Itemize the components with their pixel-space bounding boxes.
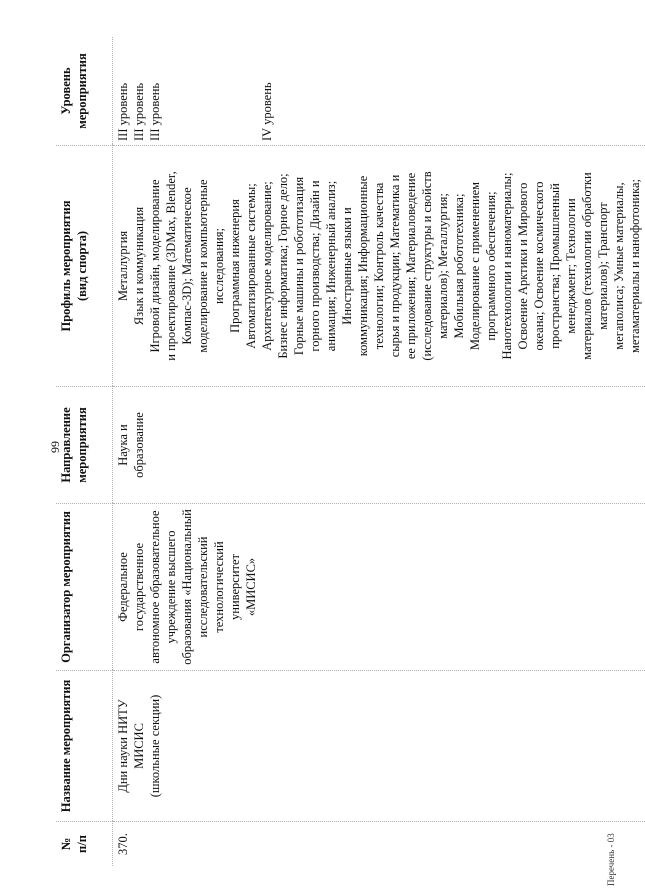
profile-item: Металлургия [116,230,130,302]
row-direction: Наука и образование [113,387,645,504]
profile-item: Игровой дизайн, моделирование и проектирование (3DMax, Blender, Компас-3D); Математическое моделирование и компьютерные исследования; Программная инженерия [148,171,242,361]
profile-item: Язык и коммуникация [132,206,146,326]
row-organizer: Федеральное государственное автономное образовательное учреждение высшего образования «Национальный исследовательский технологический университет «МИСИС» [113,504,645,671]
level-item: III уровень [132,82,146,141]
level-item: III уровень [148,82,162,141]
row-num: 370. [113,822,645,867]
header-profile: Профиль мероприятия (вид спорта) [56,146,113,387]
table-header-row [56,37,113,866]
page-number: 99 [48,441,62,453]
level-item: III уровень [116,82,130,141]
level-item: IV уровень [260,82,274,141]
row-level [113,37,645,146]
profile-list [115,150,643,382]
profile-item: Автоматизированные системы; Архитектурное моделирование; Бизнес информатика; Горное дело; Горные машины и робототизация горного производства; Дизайн и анимация; Инженерный анализ; Иностранные языки и коммуникация; Информационные технологии; Контроль качества сырья и продукции; Математика и ее приложения; Материаловедение (исследование структуры и свойств материалов); Металлургия; Мобильная робототехника; Моделирование с применением программного обеспечения; Нанотехнологии и наноматериалы; Освоение Арктики и Мирового океана; Освоение космического пространства; Промышленный менеджмент; Технологии материалов (технологии обработки материалов); Транспорт мегаполиса; Умные материалы, метаматериалы и нанофотоника; [244,171,642,361]
header-name: Название мероприятия [56,671,113,822]
row-profile [113,146,645,387]
events-table [56,37,645,866]
level-list [115,41,275,141]
header-direction: Направление мероприятия [56,387,113,504]
header-level: Уровень мероприятия [56,37,113,146]
header-num: № п/п [56,822,113,867]
header-organizer: Организатор мероприятия [56,504,113,671]
row-name: Дни науки НИТУ МИСИС (школьные секции) [113,671,645,822]
footer-code: Перечень - 03 [606,833,616,886]
table-row [113,37,645,866]
